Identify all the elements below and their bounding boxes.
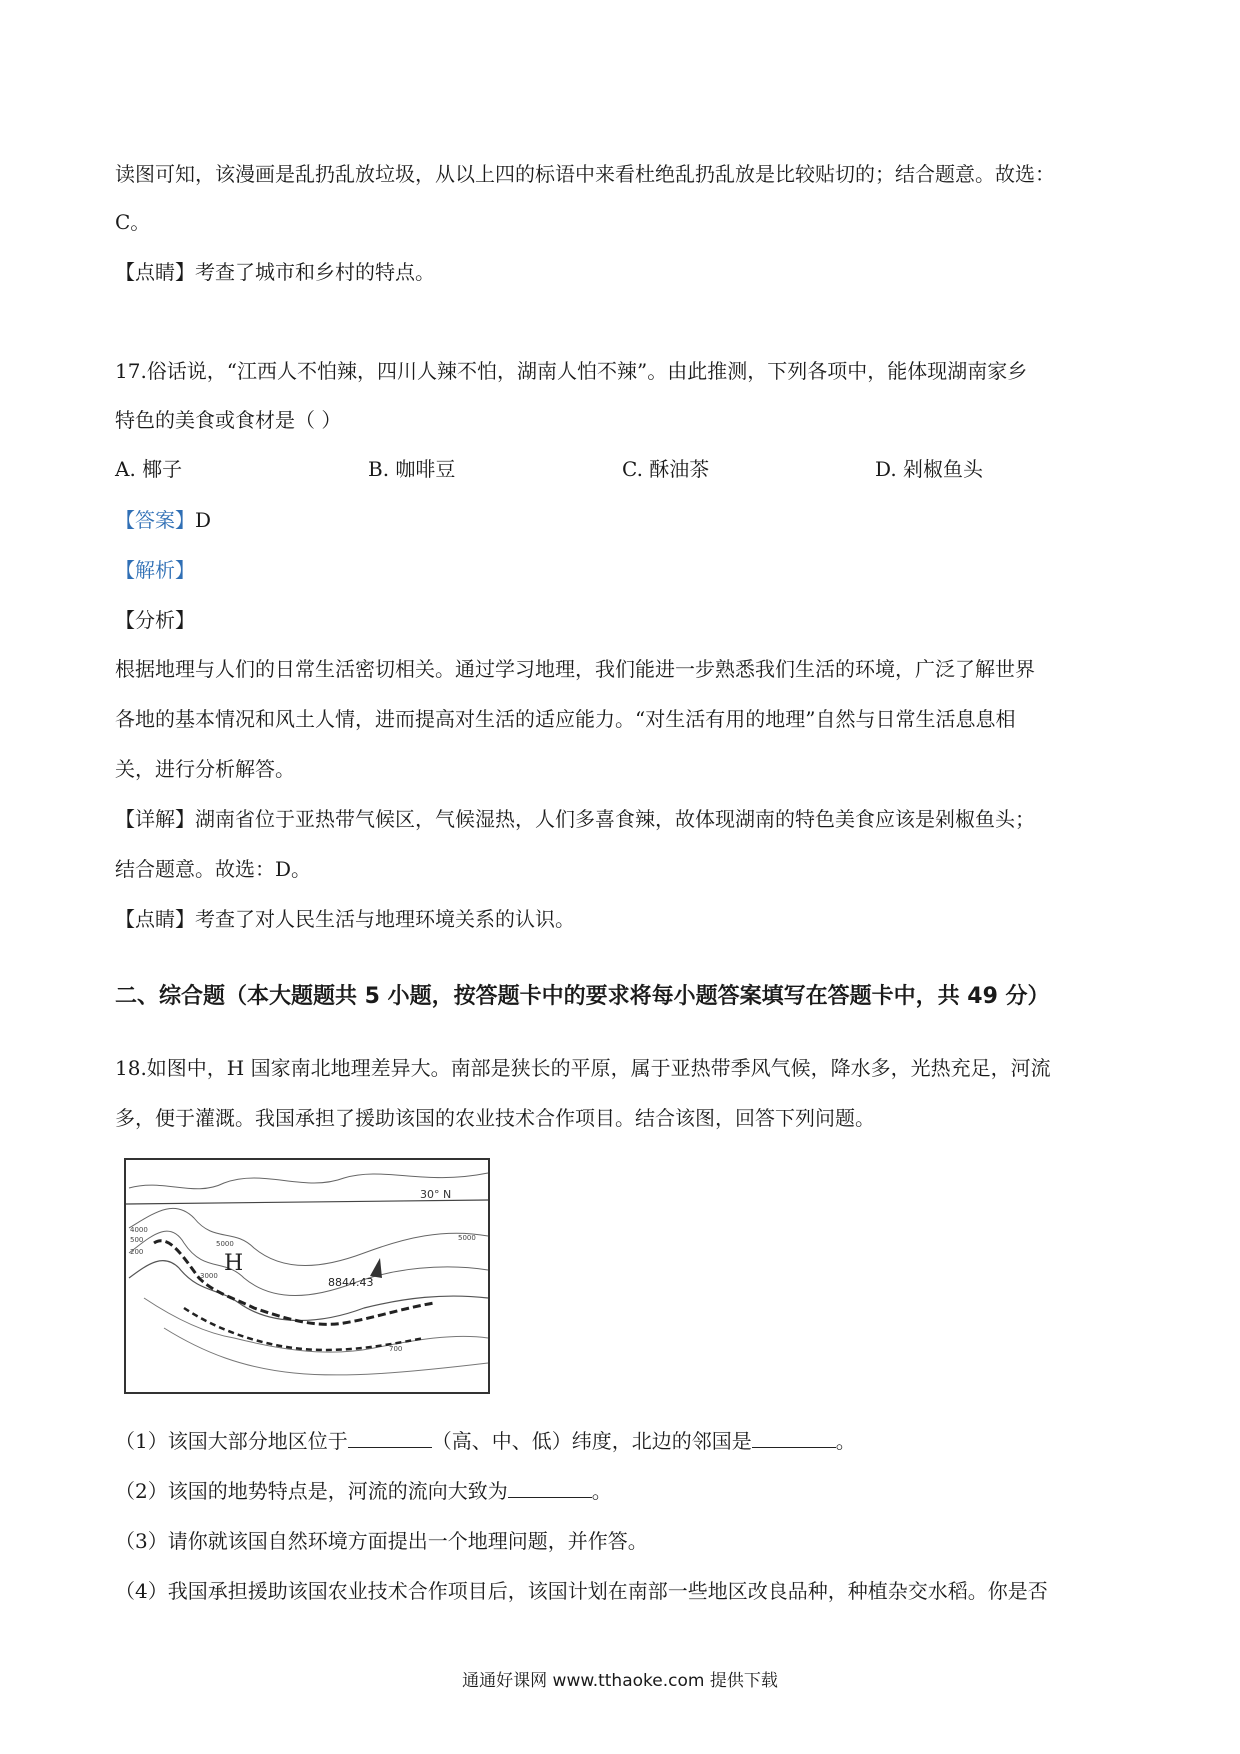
- option-a: A. 椰子: [115, 457, 183, 481]
- sub1-text-a: （1）该国大部分地区位于: [115, 1429, 348, 1453]
- peak-label: 8844.43: [328, 1276, 374, 1289]
- latitude-label: 30° N: [420, 1188, 452, 1201]
- q17-answer: [115, 506, 1135, 534]
- q17-fenxi-line3: 关，进行分析解答。: [115, 757, 295, 781]
- xiangjie-text: 湖南省位于亚热带气候区，气候湿热，人们多喜食辣，故体现湖南的特色美食应该是剁椒鱼头；: [195, 807, 1035, 831]
- footer-source: 通通好课网 www.tthaoke.com 提供下载: [462, 1671, 778, 1691]
- map-svg: [124, 1158, 490, 1394]
- prev-dianjing: [115, 258, 1135, 286]
- q18-sub2: [115, 1477, 1135, 1505]
- q17-xiangjie-line2: 结合题意。故选：D。: [115, 857, 312, 881]
- q17-fenxi-tag: 【分析】: [115, 608, 195, 632]
- option-d: D. 剁椒鱼头: [875, 457, 984, 481]
- sub1-text-b: （高、中、低）纬度，北边的邻国是: [431, 1429, 752, 1453]
- blank-river-direction[interactable]: [508, 1477, 592, 1498]
- sub2-text-b: 。: [591, 1479, 612, 1503]
- jiexi-tag: 【解析】: [115, 558, 195, 582]
- contour-label: 500: [130, 1236, 144, 1244]
- option-c: C. 酥油茶: [622, 457, 710, 481]
- blank-latitude[interactable]: [348, 1427, 432, 1448]
- dianjing-tag: 【点睛】: [115, 907, 195, 931]
- q17-fenxi-line2: 各地的基本情况和风土人情，进而提高对生活的适应能力。“对生活有用的地理”自然与日常生活息息相: [115, 707, 1016, 731]
- q17-jiexi: [115, 556, 1135, 584]
- q17-dianjing: [115, 905, 1135, 933]
- q18-sub3: （3）请你就该国自然环境方面提出一个地理问题，并作答。: [115, 1529, 648, 1553]
- dianjing-text: 考查了对人民生活与地理环境关系的认识。: [195, 907, 575, 931]
- contour-label: 700: [389, 1345, 403, 1353]
- q17-fenxi-line1: 根据地理与人们的日常生活密切相关。通过学习地理，我们能进一步熟悉我们生活的环境，广泛了解世界: [115, 657, 1035, 681]
- answer-tag: 【答案】: [115, 508, 195, 532]
- contour-label: 4000: [130, 1226, 148, 1234]
- q18-sub1: [115, 1427, 1135, 1455]
- prev-answer-line2: C。: [115, 210, 151, 234]
- blank-neighbor[interactable]: [752, 1427, 836, 1448]
- contour-label: 5000: [458, 1234, 476, 1242]
- q18-stem-line1: 18.如图中，H 国家南北地理差异大。南部是狭长的平原，属于亚热带季风气候，降水多，光热充足，河流: [115, 1056, 1051, 1080]
- prev-answer-line1: 读图可知，该漫画是乱扔乱放垃圾，从以上四的标语中来看杜绝乱扔乱放是比较贴切的；结合题意。故选：: [115, 162, 1055, 186]
- q17-xiangjie-line1: [115, 805, 1135, 833]
- sub1-text-c: 。: [835, 1429, 856, 1453]
- sub2-text-a: （2）该国的地势特点是，河流的流向大致为: [115, 1479, 508, 1503]
- contour-label: 200: [130, 1248, 144, 1256]
- country-label: H: [224, 1251, 244, 1276]
- topographic-map: [124, 1158, 490, 1394]
- answer-value: D: [195, 508, 212, 532]
- dianjing-text: 考查了城市和乡村的特点。: [195, 260, 435, 284]
- q17-stem-line1: 17.俗话说，“江西人不怕辣，四川人辣不怕，湖南人怕不辣”。由此推测，下列各项中，能体现湖南家乡: [115, 359, 1028, 383]
- q17-stem-line2: 特色的美食或食材是（ ）: [115, 408, 342, 432]
- section-heading: 二、综合题（本大题题共 5 小题，按答题卡中的要求将每小题答案填写在答题卡中，共 49 分）: [115, 984, 1050, 1009]
- xiangjie-tag: 【详解】: [115, 807, 195, 831]
- q18-stem-line2: 多，便于灌溉。我国承担了援助该国的农业技术合作项目。结合该图，回答下列问题。: [115, 1106, 875, 1130]
- q18-sub4: （4）我国承担援助该国农业技术合作项目后，该国计划在南部一些地区改良品种，种植杂交水稻。你是否: [115, 1579, 1048, 1603]
- option-b: B. 咖啡豆: [368, 457, 456, 481]
- contour-label: 5000: [216, 1240, 234, 1248]
- contour-label: 3000: [200, 1272, 218, 1280]
- dianjing-tag: 【点睛】: [115, 260, 195, 284]
